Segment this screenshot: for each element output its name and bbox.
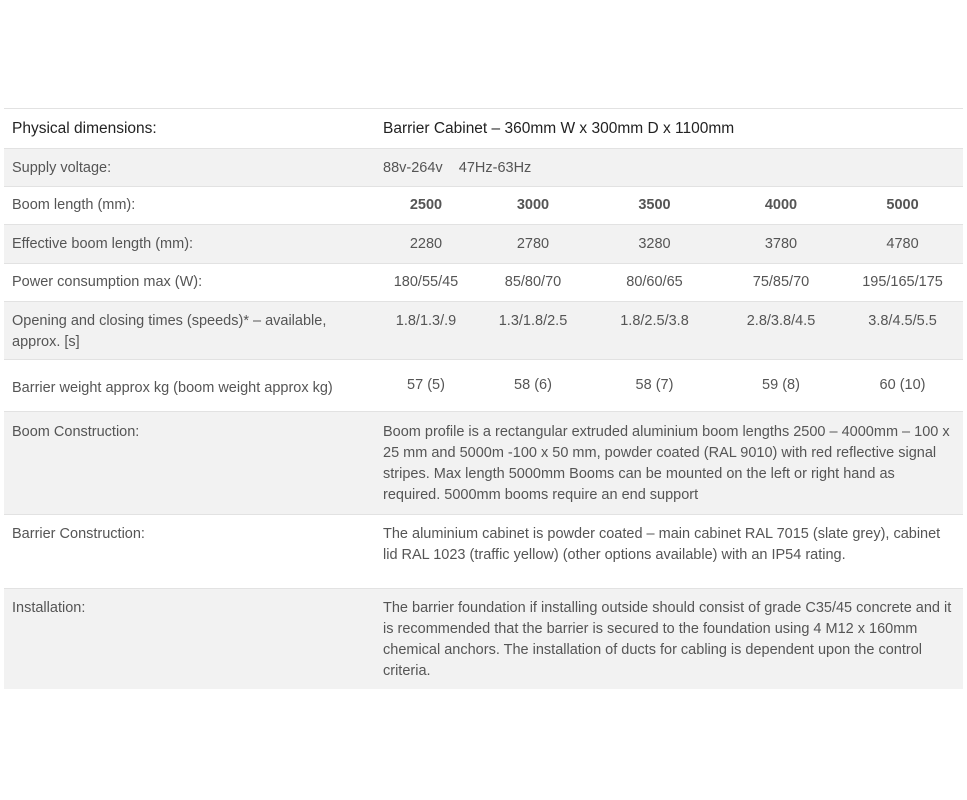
barrier-weight-label: Barrier weight approx kg (boom weight approx kg) <box>4 360 375 412</box>
effective-boom-length-value: 3280 <box>589 225 720 264</box>
barrier-weight-value: 59 (8) <box>720 360 842 412</box>
installation-label: Installation: <box>4 589 375 689</box>
barrier-weight-value: 58 (6) <box>477 360 589 412</box>
row-supply-voltage <box>4 149 963 187</box>
barrier-weight-value: 58 (7) <box>589 360 720 412</box>
power-consumption-value: 75/85/70 <box>720 264 842 302</box>
barrier-construction-value: The aluminium cabinet is powder coated – main cabinet RAL 7015 (slate grey), cabinet lid RAL 1023 (traffic yellow) (other options available) with an IP54 rating. <box>375 515 963 589</box>
effective-boom-length-label: Effective boom length (mm): <box>4 225 375 264</box>
boom-length-value: 4000 <box>720 187 842 225</box>
boom-construction-value: Boom profile is a rectangular extruded aluminium boom lengths 2500 – 4000mm – 100 x 25 mm and 5000m -100 x 50 mm, powder coated (RAL 9010) with red reflective signal stripes. Max length 5000mm Booms can be mounted on the left or right hand as required. 5000mm booms require an end support <box>375 412 963 515</box>
specification-table <box>4 108 963 689</box>
boom-construction-label: Boom Construction: <box>4 412 375 515</box>
opening-closing-times-value: 1.8/1.3/.9 <box>375 302 477 360</box>
power-consumption-value: 195/165/175 <box>842 264 963 302</box>
power-consumption-value: 180/55/45 <box>375 264 477 302</box>
opening-closing-times-value: 3.8/4.5/5.5 <box>842 302 963 360</box>
row-barrier-construction <box>4 515 963 589</box>
row-effective-boom-length <box>4 225 963 264</box>
boom-length-value: 3500 <box>589 187 720 225</box>
barrier-weight-value: 60 (10) <box>842 360 963 412</box>
row-installation <box>4 589 963 689</box>
power-consumption-label: Power consumption max (W): <box>4 264 375 302</box>
power-consumption-value: 80/60/65 <box>589 264 720 302</box>
row-opening-closing-times <box>4 302 963 360</box>
physical-dimensions-value: Barrier Cabinet – 360mm W x 300mm D x 1100mm <box>375 109 963 149</box>
row-boom-length <box>4 187 963 225</box>
boom-length-value: 5000 <box>842 187 963 225</box>
effective-boom-length-value: 4780 <box>842 225 963 264</box>
physical-dimensions-label: Physical dimensions: <box>4 109 375 149</box>
boom-length-label: Boom length (mm): <box>4 187 375 225</box>
opening-closing-times-value: 1.3/1.8/2.5 <box>477 302 589 360</box>
barrier-weight-value: 57 (5) <box>375 360 477 412</box>
opening-closing-times-value: 1.8/2.5/3.8 <box>589 302 720 360</box>
opening-closing-times-label: Opening and closing times (speeds)* – available, approx. [s] <box>4 302 375 360</box>
installation-value: The barrier foundation if installing outside should consist of grade C35/45 concrete and it is recommended that the barrier is secured to the foundation using 4 M12 x 160mm chemical anchors. The installation of ducts for cabling is dependent upon the control criteria. <box>375 589 963 689</box>
row-power-consumption <box>4 264 963 302</box>
supply-voltage-label: Supply voltage: <box>4 149 375 187</box>
row-boom-construction <box>4 412 963 515</box>
boom-length-value: 2500 <box>375 187 477 225</box>
effective-boom-length-value: 3780 <box>720 225 842 264</box>
supply-voltage-value: 88v-264v 47Hz-63Hz <box>375 149 963 187</box>
row-barrier-weight <box>4 360 963 412</box>
row-physical-dimensions <box>4 109 963 149</box>
barrier-construction-label: Barrier Construction: <box>4 515 375 589</box>
boom-length-value: 3000 <box>477 187 589 225</box>
effective-boom-length-value: 2780 <box>477 225 589 264</box>
effective-boom-length-value: 2280 <box>375 225 477 264</box>
power-consumption-value: 85/80/70 <box>477 264 589 302</box>
opening-closing-times-value: 2.8/3.8/4.5 <box>720 302 842 360</box>
